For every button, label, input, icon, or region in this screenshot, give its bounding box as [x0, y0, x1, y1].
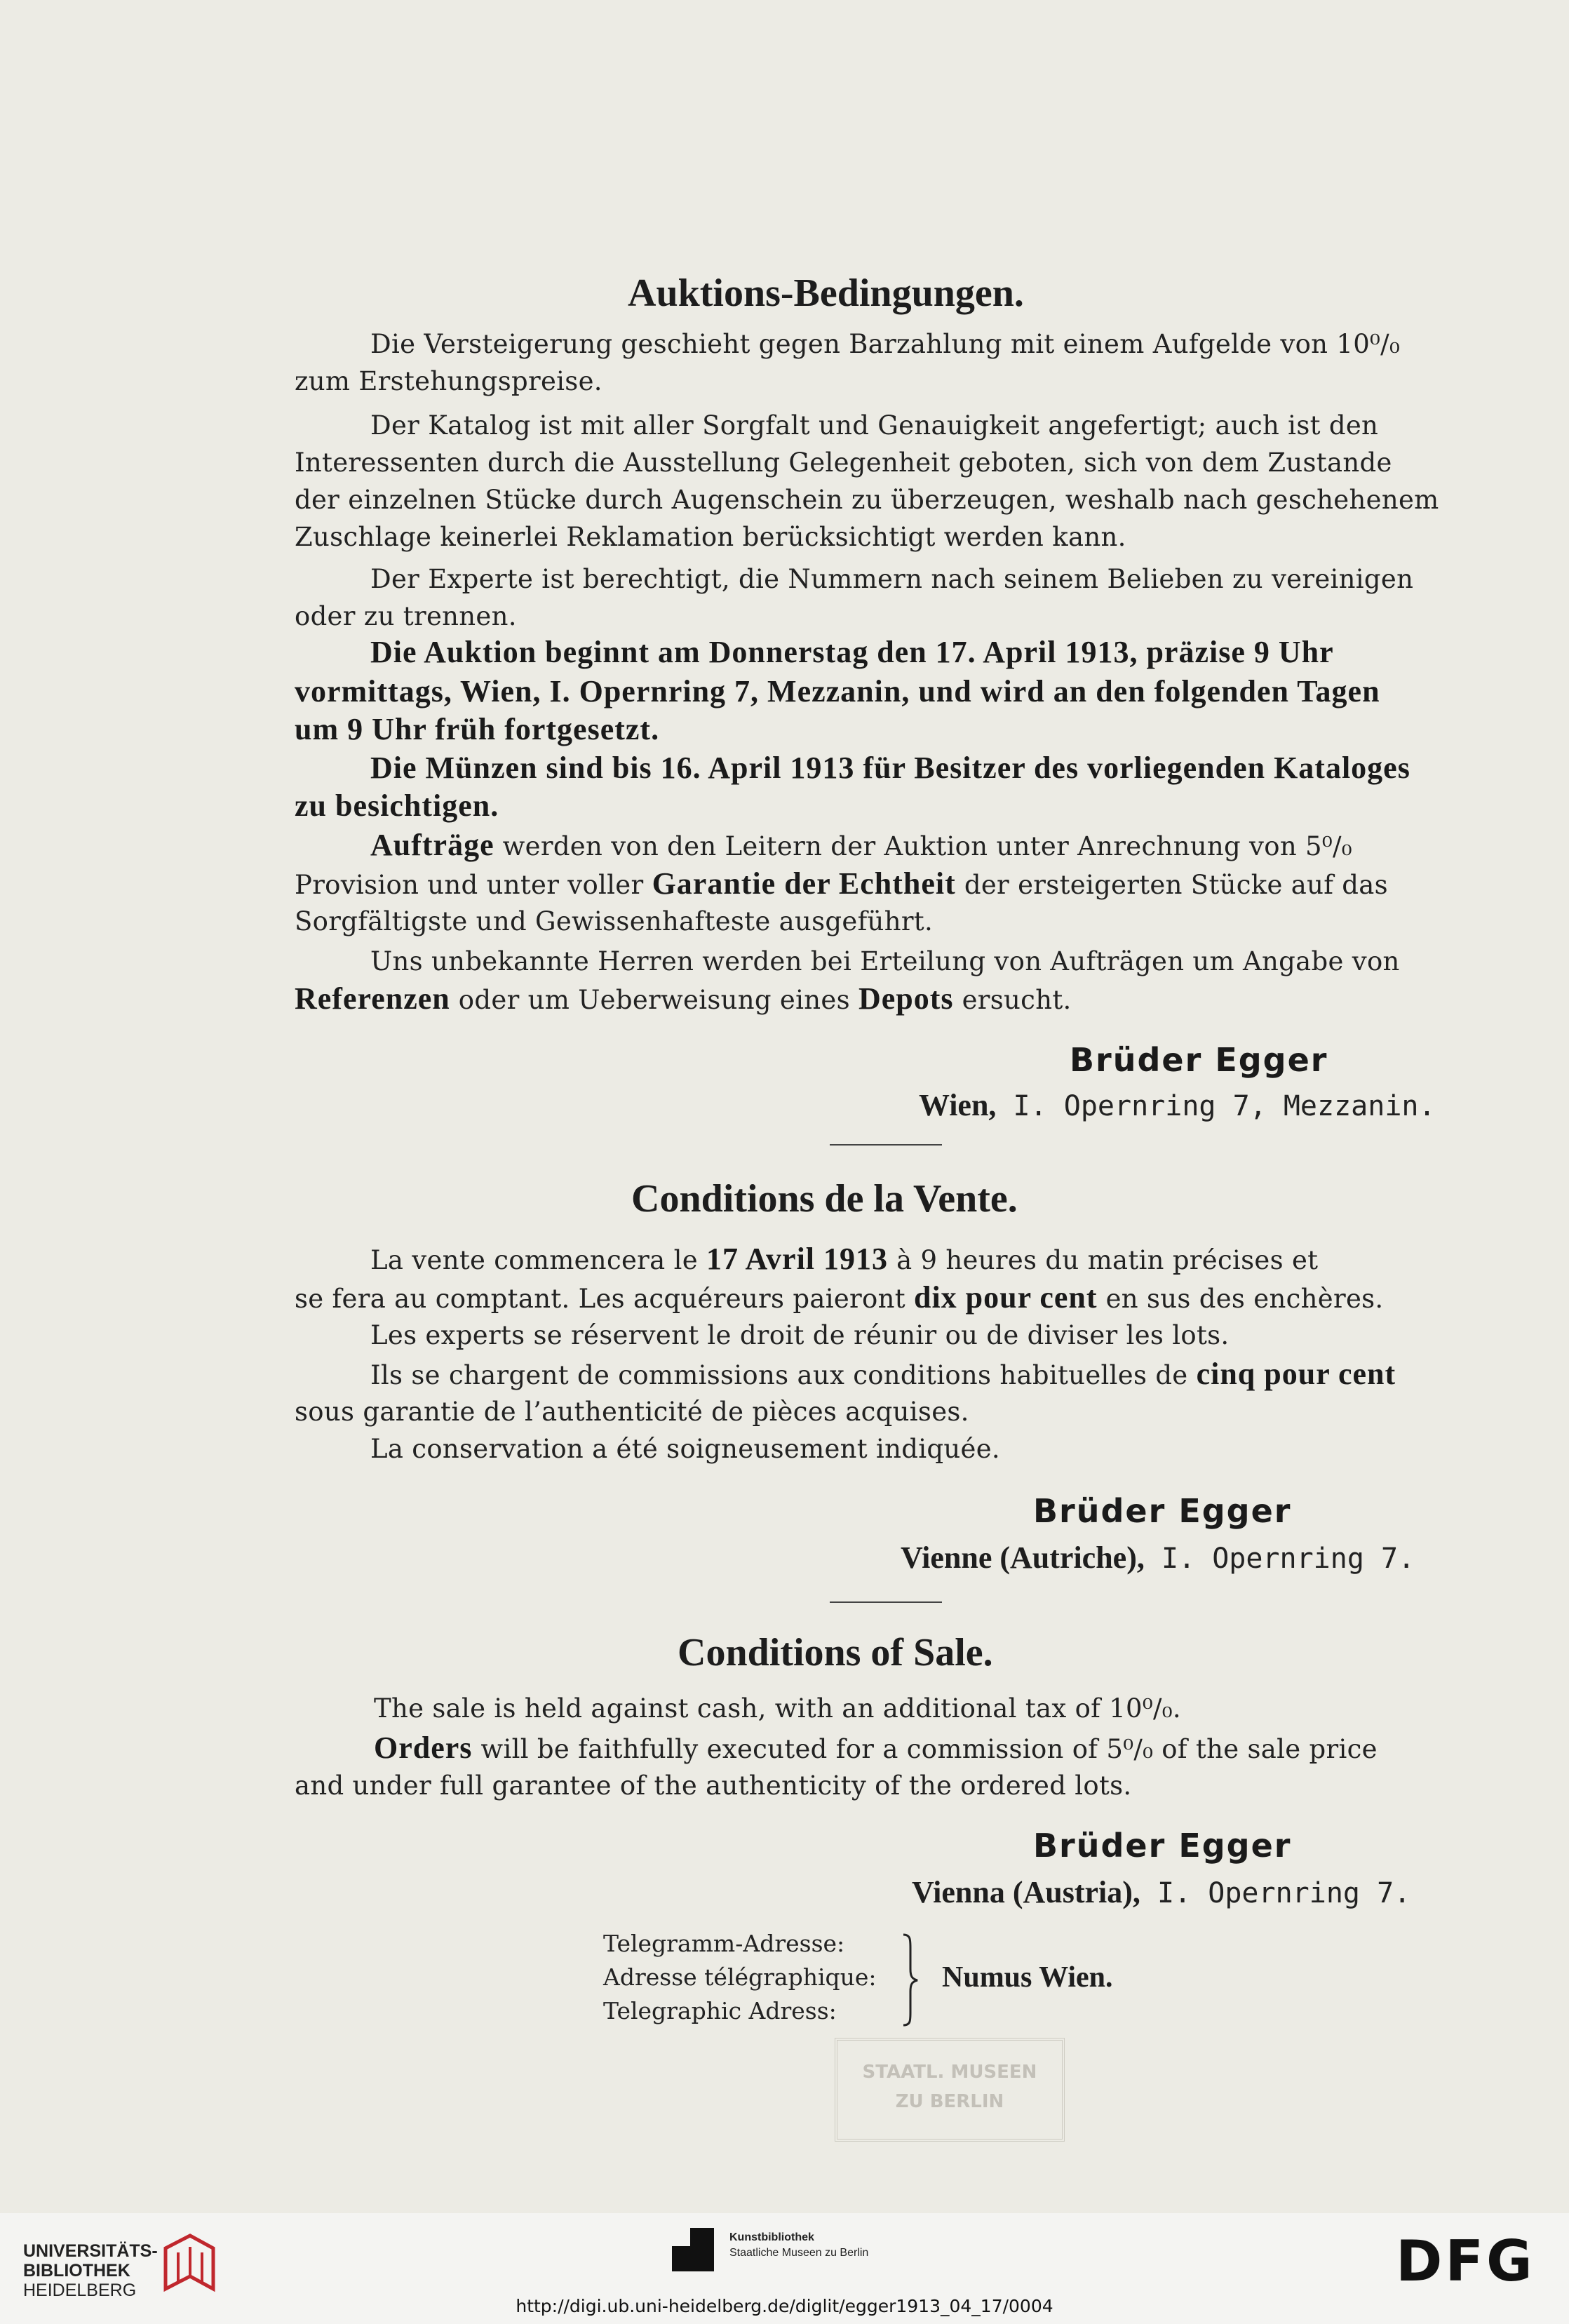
permalink-url[interactable]: http://digi.ub.uni-heidelberg.de/diglit/egger1913_04_17/0004 — [516, 2296, 1053, 2316]
ub-heidelberg-logo[interactable] — [23, 2241, 158, 2300]
en-bold-orders: Orders — [374, 1731, 473, 1765]
de-paragraph-2-line-4: Zuschlage keinerlei Reklamation berücksichtigt werden kann. — [295, 522, 1126, 552]
telegram-address: Numus Wien. — [942, 1961, 1113, 1994]
fr-line-3: Les experts se réservent le droit de réunir ou de diviser les lots. — [370, 1320, 1230, 1350]
en-line-3: and under full garantee of the authenticity of the ordered lots. — [295, 1771, 1132, 1801]
library-stamp — [835, 2038, 1065, 2142]
kunstbibliothek-logo-notch — [672, 2228, 690, 2246]
telegram-label-de: Telegramm-Adresse: — [603, 1930, 845, 1957]
de-bold-referenzen: Referenzen — [295, 981, 450, 1016]
fr-line-2-text-a: se fera au comptant. Les acquéreurs paieront — [295, 1284, 914, 1314]
de-paragraph-7-line-2-text-b: ersucht. — [953, 985, 1072, 1015]
address-fr — [901, 1540, 1415, 1576]
title-english: Conditions of Sale. — [678, 1631, 993, 1674]
de-paragraph-7-line-2 — [295, 981, 1072, 1019]
de-paragraph-6-line-2-text-a: Provision und unter voller — [295, 870, 652, 900]
kunstbibliothek-text[interactable] — [729, 2230, 868, 2261]
signature-de: Brüder Egger — [1070, 1041, 1328, 1079]
de-paragraph-5-line-1: Die Münzen sind bis 16. April 1913 für Besitzer des vorliegenden Kataloges — [370, 751, 1410, 785]
fr-line-2-text-b: en sus des enchères. — [1097, 1284, 1384, 1314]
ub-logo-line-2: BIBLIOTHEK — [23, 2261, 130, 2281]
en-line-2-text: will be faithfully executed for a commission of 5⁰/₀ of the sale price — [472, 1734, 1378, 1764]
fr-line-1 — [370, 1241, 1318, 1279]
dfg-logo[interactable]: DFG — [1396, 2229, 1535, 2294]
curly-brace-icon — [899, 1933, 920, 2027]
telegram-label-en: Telegraphic Adress: — [603, 1997, 837, 2024]
de-paragraph-3-line-1: Der Experte ist berechtigt, die Nummern nach seinem Belieben zu vereinigen — [370, 564, 1414, 594]
de-paragraph-1-line-2: zum Erstehungspreise. — [295, 366, 602, 396]
de-paragraph-6-line-2 — [295, 866, 1388, 904]
fr-bold-dix-pour-cent: dix pour cent — [913, 1280, 1098, 1315]
fr-line-2 — [295, 1279, 1383, 1317]
stamp-line-2: ZU BERLIN — [895, 2091, 1004, 2112]
fr-bold-date: 17 Avril 1913 — [706, 1242, 889, 1276]
address-en-street: I. Opernring 7. — [1140, 1877, 1411, 1909]
de-paragraph-3-line-2: oder zu trennen. — [295, 601, 517, 631]
address-en — [912, 1874, 1410, 1910]
fr-line-6: La conservation a été soigneusement indiquée. — [370, 1434, 1000, 1464]
signature-fr: Brüder Egger — [1033, 1492, 1292, 1530]
kb-line-1: Kunstbibliothek — [729, 2231, 814, 2243]
de-paragraph-6-line-1-text: werden von den Leitern der Auktion unter Anrechnung von 5⁰/₀ — [494, 831, 1352, 861]
divider-2 — [830, 1601, 942, 1603]
address-en-city: Vienna (Austria), — [912, 1875, 1140, 1909]
address-de-city: Wien, — [919, 1088, 997, 1122]
fr-line-1-text-b: à 9 heures du matin précises et — [888, 1245, 1319, 1275]
telegram-label-fr: Adresse télégraphique: — [603, 1963, 877, 1991]
de-paragraph-4-line-3: um 9 Uhr früh fortgesetzt. — [295, 712, 660, 746]
de-paragraph-2-line-1: Der Katalog ist mit aller Sorgfalt und Genauigkeit angefertigt; auch ist den — [370, 410, 1379, 441]
de-bold-depots: Depots — [858, 981, 954, 1016]
ub-logo-line-3: HEIDELBERG — [23, 2281, 137, 2300]
address-de-street: I. Opernring 7, Mezzanin. — [996, 1090, 1436, 1122]
fr-line-5: sous garantie de l’authenticité de pièces acquises. — [295, 1397, 969, 1427]
de-paragraph-6-line-2-text-b: der ersteigerten Stücke auf das — [955, 870, 1388, 900]
stamp-line-1: STAATL. MUSEEN — [862, 2062, 1037, 2083]
fr-line-1-text-a: La vente commencera le — [370, 1245, 706, 1275]
de-bold-garantie: Garantie der Echtheit — [652, 866, 956, 901]
en-line-1: The sale is held against cash, with an additional tax of 10⁰/₀. — [374, 1693, 1181, 1724]
de-paragraph-6-line-3: Sorgfältigste und Gewissenhafteste ausgeführt. — [295, 906, 934, 936]
footer-bar — [0, 2213, 1569, 2324]
fr-bold-cinq-pour-cent: cinq pour cent — [1196, 1357, 1396, 1391]
kb-line-2: Staatliche Museen zu Berlin — [729, 2247, 869, 2259]
de-paragraph-4-line-2: vormittags, Wien, I. Opernring 7, Mezzanin, und wird an den folgenden Tagen — [295, 674, 1380, 708]
divider-1 — [830, 1144, 942, 1146]
de-paragraph-1-line-1: Die Versteigerung geschieht gegen Barzahlung mit einem Aufgelde von 10⁰/₀ — [370, 329, 1401, 359]
de-paragraph-6-line-1 — [370, 827, 1352, 865]
de-paragraph-7-line-1: Uns unbekannte Herren werden bei Erteilung von Aufträgen um Angabe von — [370, 946, 1400, 976]
de-paragraph-2-line-2: Interessenten durch die Ausstellung Gelegenheit geboten, sich von dem Zustande — [295, 448, 1392, 478]
de-paragraph-7-line-2-text-a: oder um Ueberweisung eines — [450, 985, 858, 1015]
title-german: Auktions-Bedingungen. — [628, 271, 1024, 315]
en-line-2 — [374, 1730, 1378, 1768]
address-fr-city: Vienne (Autriche), — [901, 1540, 1145, 1575]
ub-logo-line-1: UNIVERSITÄTS- — [23, 2241, 158, 2261]
de-paragraph-2-line-3: der einzelnen Stücke durch Augenschein zu überzeugen, weshalb nach geschehenem — [295, 485, 1439, 515]
de-paragraph-4-line-1: Die Auktion beginnt am Donnerstag den 17. April 1913, präzise 9 Uhr — [370, 635, 1334, 669]
fr-line-4-text: Ils se chargent de commissions aux conditions habituelles de — [370, 1360, 1197, 1390]
ub-logo-mark-icon — [159, 2227, 218, 2297]
de-bold-auftraege: Aufträge — [370, 828, 494, 862]
fr-line-4 — [370, 1356, 1396, 1394]
address-de — [919, 1087, 1436, 1123]
title-french: Conditions de la Vente. — [631, 1177, 1018, 1221]
signature-en: Brüder Egger — [1033, 1827, 1292, 1865]
address-fr-street: I. Opernring 7. — [1144, 1543, 1415, 1575]
de-paragraph-5-line-2: zu besichtigen. — [295, 788, 499, 823]
